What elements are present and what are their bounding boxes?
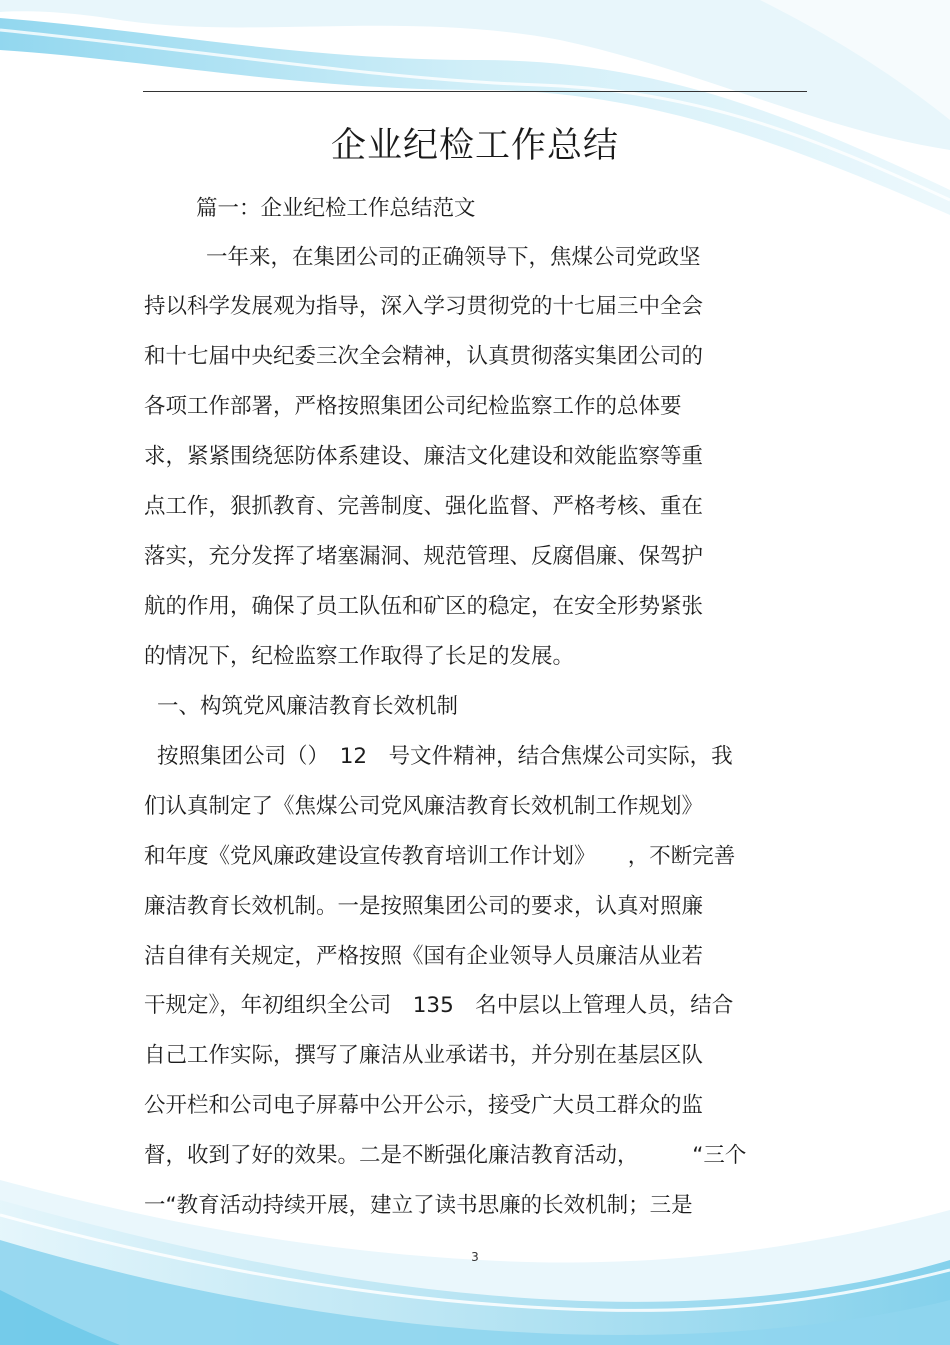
body-line: 落实，充分发挥了堵塞漏洞、规范管理、反腐倡廉、保驾护: [144, 544, 704, 569]
subtitle-line: 篇一：企业纪检工作总结范文: [196, 196, 476, 221]
body-line: 点工作，狠抓教育、完善制度、强化监督、严格考核、重在: [144, 494, 704, 519]
body-line: 们认真制定了《焦煤公司党风廉洁教育长效机制工作规划》: [144, 794, 704, 819]
body-line: 航的作用，确保了员工队伍和矿区的稳定，在安全形势紧张: [144, 594, 704, 619]
document-title: 企业纪检工作总结: [330, 126, 619, 166]
body-line: 廉洁教育长效机制。一是按照集团公司的要求，认真对照廉: [144, 894, 704, 919]
body-line: 督，收到了好的效果。二是不断强化廉洁教育活动， “三个: [144, 1143, 747, 1168]
body-line: 持以科学发展观为指导，深入学习贯彻党的十七届三中全会: [144, 294, 704, 319]
body-line: 一年来，在集团公司的正确领导下，焦煤公司党政坚: [206, 245, 701, 270]
section-heading: 一、构筑党风廉洁教育长效机制: [157, 694, 459, 719]
body-line: 和年度《党风廉政建设宣传教育培训工作计划》 ，不断完善: [144, 844, 736, 869]
body-line: 洁自律有关规定，严格按照《国有企业领导人员廉洁从业若: [144, 944, 704, 969]
header-rule: [143, 91, 807, 92]
body-line: 干规定》，年初组织全公司 135 名中层以上管理人员，结合: [144, 993, 734, 1018]
body-line: 公开栏和公司电子屏幕中公开公示，接受广大员工群众的监: [144, 1093, 704, 1118]
body-line: 和十七届中央纪委三次全会精神，认真贯彻落实集团公司的: [144, 344, 704, 369]
body-line: 自己工作实际，撰写了廉洁从业承诺书，并分别在基层区队: [144, 1043, 704, 1068]
body-line: 一“教育活动持续开展，建立了读书思廉的长效机制；三是: [144, 1193, 693, 1218]
body-line: 各项工作部署，严格按照集团公司纪检监察工作的总体要: [144, 394, 682, 419]
body-line: 按照集团公司（） 12 号文件精神，结合焦煤公司实际，我: [157, 744, 733, 769]
body-line: 求，紧紧围绕惩防体系建设、廉洁文化建设和效能监察等重: [144, 444, 704, 469]
page-number: 3: [471, 1250, 479, 1264]
body-line: 的情况下，纪检监察工作取得了长足的发展。: [144, 644, 575, 669]
